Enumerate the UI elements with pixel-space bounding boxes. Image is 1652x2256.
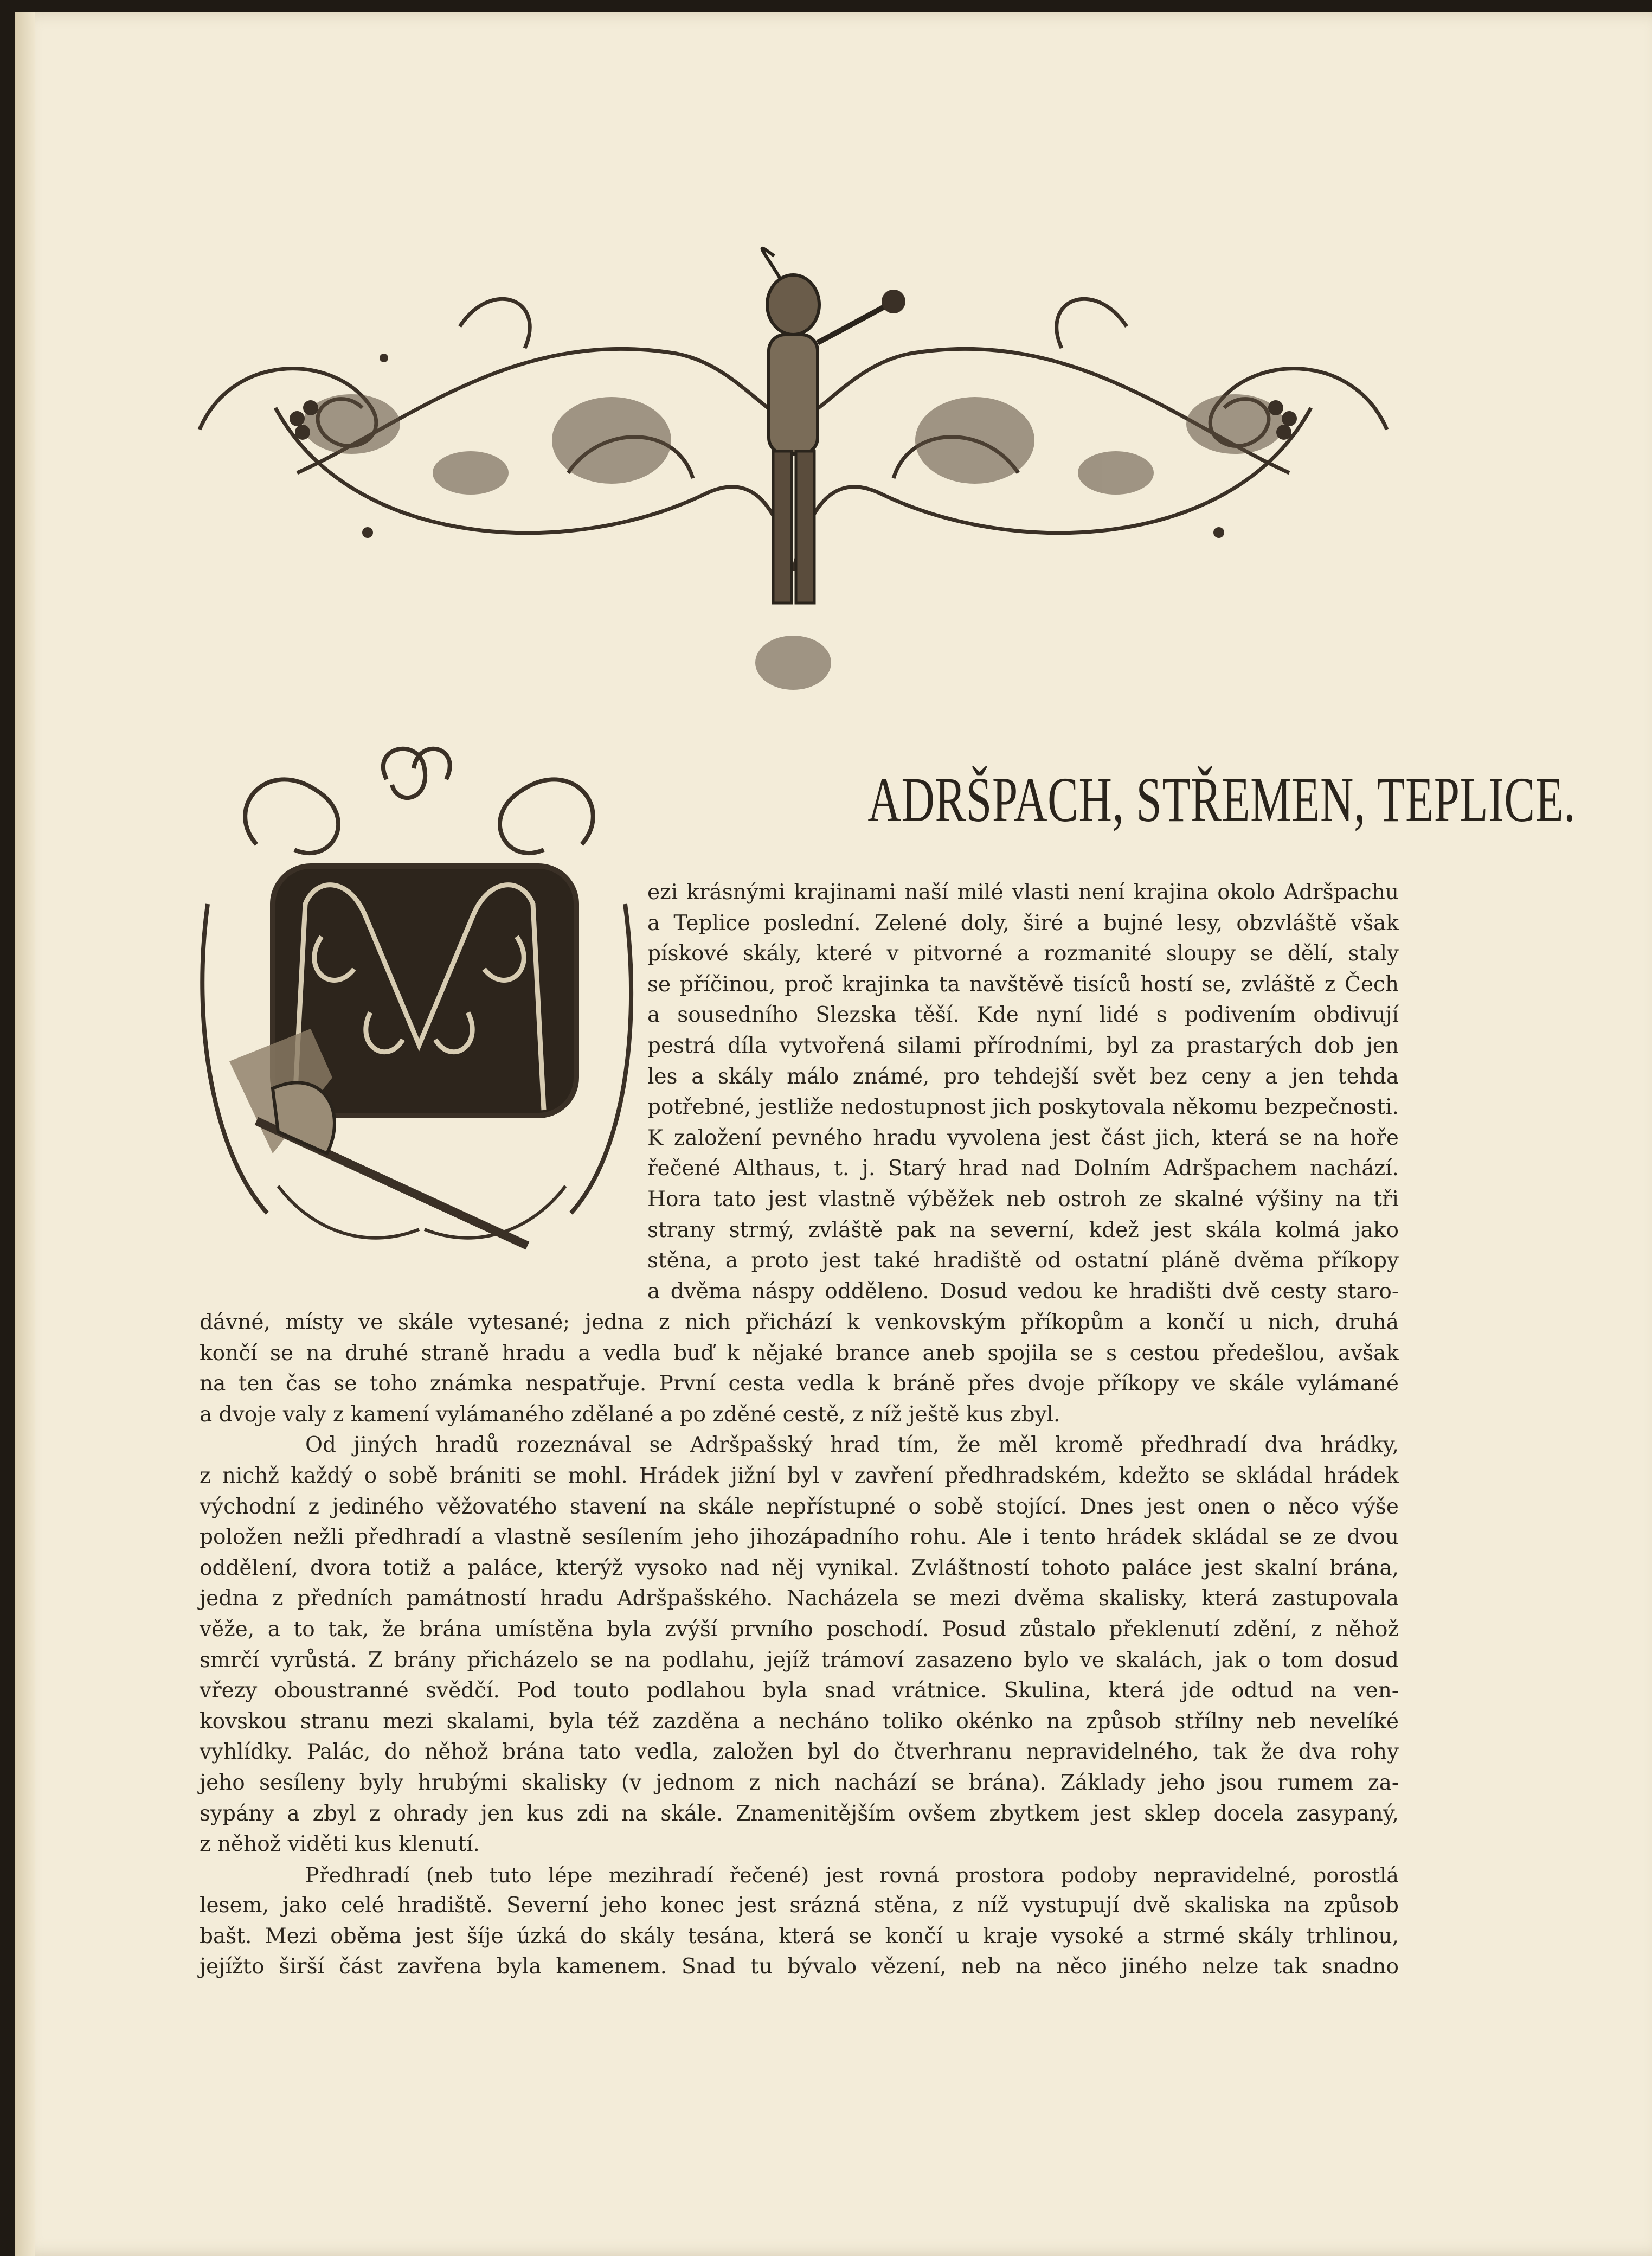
text-line: ezi krásnými krajinami naší milé vlasti není krajina okolo Adršpachu: [647, 880, 1399, 905]
text-line: řečené Althaus, t. j. Starý hrad nad Dolním Adršpachem nachází.: [647, 1156, 1399, 1181]
text-line: kovskou stranu mezi skalami, byla též zazděna a necháno toliko okénko na způsob střílny neb nevelíké: [200, 1709, 1399, 1734]
text-line: Od jiných hradů rozeznával se Adršpašský hrad tím, že měl kromě předhradí dva hrádky,: [305, 1433, 1399, 1458]
text-line: věže, a to tak, že brána umístěna byla zvýší prvního poschodí. Posud zůstalo překlenutí zdění, z něhož: [200, 1617, 1399, 1642]
text-line: dávné, místy ve skále vytesané; jedna z nich přichází k venkovským příkopům a končí u nich, druhá: [200, 1310, 1399, 1335]
text-line: a sousedního Slezska těší. Kde nyní lidé s podivením obdivují: [647, 1003, 1399, 1028]
text-line: z nichž každý o sobě brániti se mohl. Hrádek jižní byl v zavření předhradském, kdežto se skládal hrádek: [200, 1463, 1399, 1488]
text-line: pískové skály, které v pitvorné a rozmanité sloupy se dělí, staly: [647, 941, 1399, 966]
text-line: se příčinou, proč krajinka ta navštěvě tisíců hostí se, zvláště z Čech: [647, 972, 1399, 997]
decorated-initial-m: [191, 741, 647, 1289]
main-text: [200, 1308, 1399, 1983]
text-line: a dvoje valy z kamení vylámaného zdělané a po zděné cestě, z níž ještě kus zbyl.: [200, 1402, 1060, 1427]
text-line: pestrá díla vytvořená silami přírodními, byl za prastarých dob jen: [647, 1033, 1399, 1058]
text-line: smrčí vyrůstá. Z brány přicházelo se na podlahu, jejíž trámoví zasazeno bylo ve skalách, jak o tom dosud: [200, 1648, 1399, 1672]
text-line: stěna, a proto jest také hradiště od ostatní pláně dvěma příkopy: [647, 1248, 1399, 1273]
text-line: jedna z předních památností hradu Adršpašského. Nacházela se mezi dvěma skalisky, která zastupovala: [200, 1586, 1399, 1611]
text-line: na ten čas se toho známka nespatřuje. První cesta vedla k bráně přes dvoje příkopy ve skále vylámané: [200, 1371, 1399, 1396]
text-line: Hora tato jest vlastně výběžek neb ostroh ze skalné výšiny na tři: [647, 1187, 1399, 1212]
intro-paragraph: [647, 877, 1399, 1307]
text-line: a dvěma náspy odděleno. Dosud vedou ke hradišti dvě cesty staro-: [647, 1279, 1399, 1304]
ink-speck: [380, 354, 388, 362]
text-line: lesem, jako celé hradiště. Severní jeho konec jest srázná stěna, z níž vystupují dvě skaliska na způsob: [200, 1893, 1399, 1918]
text-line: K založení pevného hradu vyvolena jest část jich, která se na hoře: [647, 1125, 1399, 1150]
book-page: [15, 12, 1652, 2256]
page-spine-shadow: [15, 12, 35, 2256]
text-line: jejížto širší část zavřena byla kamenem. Snad tu bývalo vězení, neb na něco jiného nelze tak snadno: [200, 1954, 1399, 1979]
text-line: sypány a zbyl z ohrady jen kus zdi na skále. Znamenitějším ovšem zbytkem jest sklep docela zasypaný,: [200, 1801, 1399, 1826]
text-line: končí se na druhé straně hradu a vedla buď k nějaké brance aneb spojila se s cestou předešlou, avšak: [200, 1341, 1399, 1366]
text-line: vyhlídky. Palác, do něhož brána tato vedla, založen byl do čtverhranu nepravidelného, tak že dva rohy: [200, 1740, 1399, 1765]
text-line: potřebné, jestliže nedostupnost jich poskytovala někomu bezpečnosti.: [647, 1095, 1399, 1120]
text-line: les a skály málo známé, pro tehdejší svět bez ceny a jen tehda: [647, 1064, 1399, 1089]
text-line: strany strmý, zvláště pak na severní, kdež jest skála kolmá jako: [647, 1217, 1399, 1242]
text-line: a Teplice poslední. Zelené doly, širé a bujné lesy, obzvláště však: [647, 911, 1399, 935]
text-line: bašt. Mezi oběma jest šíje úzká do skály tesána, která se končí u kraje vysoké a strmé skály trhlinou,: [200, 1924, 1399, 1949]
text-line: jeho sesíleny byly hrubými skalisky (v jednom z nich nachází se brána). Základy jeho jsou rumem za-: [200, 1770, 1399, 1795]
text-line: oddělení, dvora totiž a paláce, kterýž vysoko nad něj vynikal. Zvláštností tohoto paláce jest skalní brána,: [200, 1555, 1399, 1580]
text-line: vřezy oboustranné svědčí. Pod touto podlahou byla snad vrátnice. Skulina, která jde odtud na ven-: [200, 1678, 1399, 1703]
page-title: ADRŠPACH, STŘEMEN, TEPLICE.: [867, 764, 1576, 835]
text-line: východní z jediného věžovatého stavení na skále nepřístupné o sobě stojící. Dnes jest onen o něco výše: [200, 1494, 1399, 1519]
knight-figure: [762, 248, 905, 603]
text-line: z něhož viděti kus klenutí.: [200, 1832, 480, 1857]
text-line: Předhradí (neb tuto lépe mezihradí řečené) jest rovná prostora podoby nepravidelné, porostlá: [305, 1863, 1399, 1887]
ornamental-headpiece-knight: [189, 245, 1398, 695]
text-line: položen nežli předhradí a vlastně sesílením jeho jihozápadního rohu. Ale i tento hrádek skládal se ze dvou: [200, 1525, 1399, 1550]
